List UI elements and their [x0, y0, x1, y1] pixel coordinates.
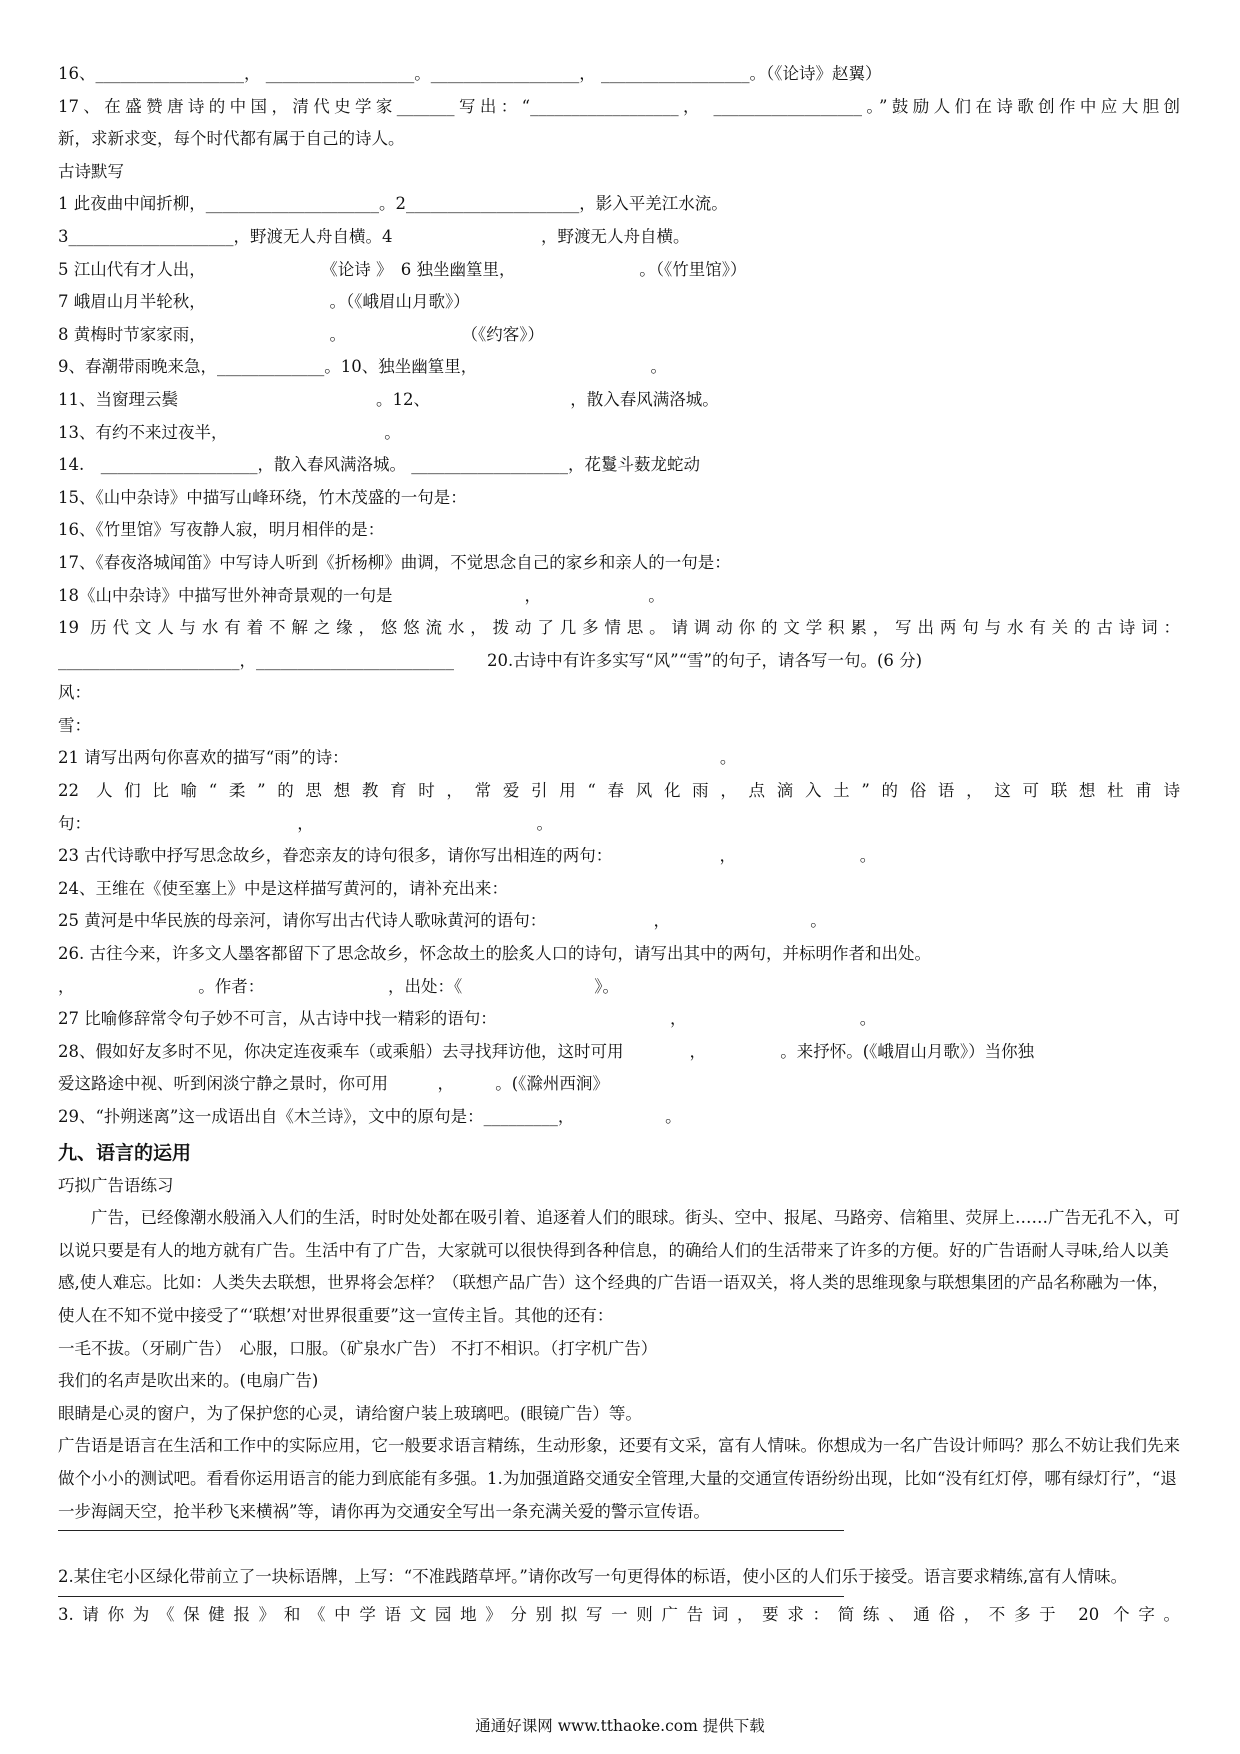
- text-line: 24、王维在《使至塞上》中是这样描写黄河的，请补充出来：: [58, 878, 508, 898]
- text-line: 5 江山代有才人出， 《论诗 》 6 独坐幽篁里， 。（《竹里馆》）: [58, 259, 747, 279]
- text-line: 9、春潮带雨晚来急，_____________。10、独坐幽篁里， 。: [58, 357, 667, 377]
- text-line: 27 比喻修辞常令句子妙不可言，从古诗中找一精彩的语句： ， 。: [58, 1009, 877, 1029]
- sub-heading: 古诗默写: [58, 161, 124, 181]
- text-line: 3____________________，野渡无人舟自横。4 ，野渡无人舟自横。: [58, 226, 690, 246]
- text-line: 爱这路途中视、听到闲淡宁静之景时，你可用 ， 。(《滁州西涧》: [58, 1074, 609, 1094]
- text-line: 雪：: [58, 715, 91, 735]
- task2-paragraph: 2.某住宅小区绿化带前立了一块标语牌，上写：“不准践踏草坪。”请你改写一句更得体的标语，使小区的人们乐于接受。语言要求精练,富有人情味。: [58, 1567, 1128, 1587]
- example-line: 眼睛是心灵的窗户，为了保护您的心灵，请给窗户装上玻璃吧。(眼镜广告）等。: [58, 1403, 642, 1423]
- text-line: 新，求新求变，每个时代都有属于自己的诗人。: [58, 129, 405, 149]
- text-line: 13、有约不来过夜半， 。: [58, 422, 401, 442]
- question-19: 19 历代文人与水有着不解之缘，悠悠流水，拨动了几多情思。请调动你的文学积累，写出两句与水有关的古诗词：: [58, 618, 1180, 638]
- text-line: 16、《竹里馆》写夜静人寂，明月相伴的是：: [58, 520, 385, 540]
- task-paragraph: 广告语是语言在生活和工作中的实际应用，它一般要求语言精练，生动形象，还要有文采，富有人情味。你想成为一名广告设计师吗？那么不妨让我们先来做个小小的测试吧。看看你运用语言的能力到底能有多强。1.为加强道路交通安全管理,大量的交通宣传语纷纷出现，比如“没有红灯停，哪有绿灯行”，“退一步海阔天空，抢半秒飞来横祸”等，请你再为交通安全写出一条充满关爱的警示宣传语。: [58, 1436, 1180, 1521]
- ad-paragraph: 广告，已经像潮水般涌入人们的生活，时时处处都在吸引着、追逐着人们的眼球。街头、空中、报尾、马路旁、信箱里、荧屏上……广告无孔不入，可以说只要是有人的地方就有广告。生活中有了广告，大家就可以很快得到各种信息，的确给人们的生活带来了许多的方便。好的广告语耐人寻味,给人以美感,使人难忘。比如：人类失去联想，世界将会怎样？（联想产品广告）这个经典的广告语一语双关，将人类的思维现象与联想集团的产品名称融为一体，使人在不知不觉中接受了“‘联想’对世界很重要”这一宣传主旨。其他的还有：: [58, 1208, 1180, 1325]
- text-line: 26. 古往今来，许多文人墨客都留下了思念故乡，怀念故土的脍炙人口的诗句，请写出其中的两句，并标明作者和出处。: [58, 944, 931, 964]
- text-line: 15、《山中杂诗》中描写山峰环绕，竹木茂盛的一句是：: [58, 487, 467, 507]
- text-line: 18《山中杂诗》中描写世外神奇景观的一句是 ， 。: [58, 585, 665, 605]
- text-line: 28、假如好友多时不见，你决定连夜乘车（或乘船）去寻找拜访他，这时可用 ， 。来抒怀。(《峨眉山月歌》）当你独: [58, 1041, 1035, 1061]
- text-line: 句： ， 。: [58, 813, 553, 833]
- text-line: 23 古代诗歌中抒写思念故乡，眷恋亲友的诗句很多，请你写出相连的两句： ， 。: [58, 846, 877, 866]
- text-line: 11、当窗理云鬓 。12、 ，散入春风满洛城。: [58, 389, 719, 409]
- text-line: 17、《春夜洛城闻笛》中写诗人听到《折杨柳》曲调，不觉思念自己的家乡和亲人的一句是：: [58, 552, 731, 572]
- text-line: 21 请写出两句你喜欢的描写“雨”的诗： 。: [58, 748, 737, 768]
- text-line: 17、在盛赞唐诗的中国，清代史学家_______写出：“__________________， __________________。”鼓励人们在诗歌创作中应大胆创: [58, 96, 1180, 116]
- part3-lines: [58, 808, 1180, 1134]
- text-line: 14. ___________________，散入春风满洛城。 ___________________，花鬘斗薮龙蛇动: [58, 455, 700, 475]
- text-line: ______________________，________________________ 20.古诗中有许多实写“风”“雪”的句子，请各写一句。(6 分): [58, 650, 923, 670]
- text-line: 7 峨眉山月半轮秋， 。（《峨眉山月歌》）: [58, 292, 470, 312]
- section-title: 九、语言的运用: [58, 1141, 192, 1164]
- part1-lines: [58, 58, 1180, 612]
- text-line: 1 此夜曲中闻折柳，_____________________。2_____________________，影入平羌江水流。: [58, 194, 728, 214]
- example-line: 我们的名声是吹出来的。(电扇广告): [58, 1371, 319, 1391]
- text-line: 16、__________________， __________________。__________________， __________________。（《论诗》赵翼）: [58, 64, 882, 83]
- text-line: ， 。作者： ，出处：《 》。: [58, 976, 619, 996]
- text-line: 8 黄梅时节家家雨， 。 （《约客》）: [58, 324, 544, 344]
- answer-line: [58, 1596, 844, 1597]
- task3-line: 3.请你为《保健报》和《中学语文园地》分别拟写一则广告词，要求：简练、通俗，不多于 20 个字。: [58, 1604, 1180, 1624]
- question-22: 22 人们比喻“柔”的思想教育时，常爱引用“春风化雨，点滴入土”的俗语，这可联想杜甫诗: [58, 781, 1180, 801]
- text-line: 风：: [58, 683, 91, 703]
- answer-line: [58, 1530, 844, 1531]
- part2-lines: [58, 645, 1180, 775]
- examples-list: [58, 1333, 1180, 1431]
- example-line: 一毛不拔。（牙刷广告） 心服，口服。（矿泉水广告） 不打不相识。（打字机广告）: [58, 1338, 658, 1358]
- page-footer: 通通好课网 www.tthaoke.com 提供下载: [475, 1717, 765, 1735]
- sub-heading: 巧拟广告语练习: [58, 1175, 174, 1195]
- text-line: 25 黄河是中华民族的母亲河，请你写出古代诗人歌咏黄河的语句： ， 。: [58, 911, 827, 931]
- text-line: 29、“扑朔迷离”这一成语出自《木兰诗》，文中的原句是：_________， 。: [58, 1107, 682, 1126]
